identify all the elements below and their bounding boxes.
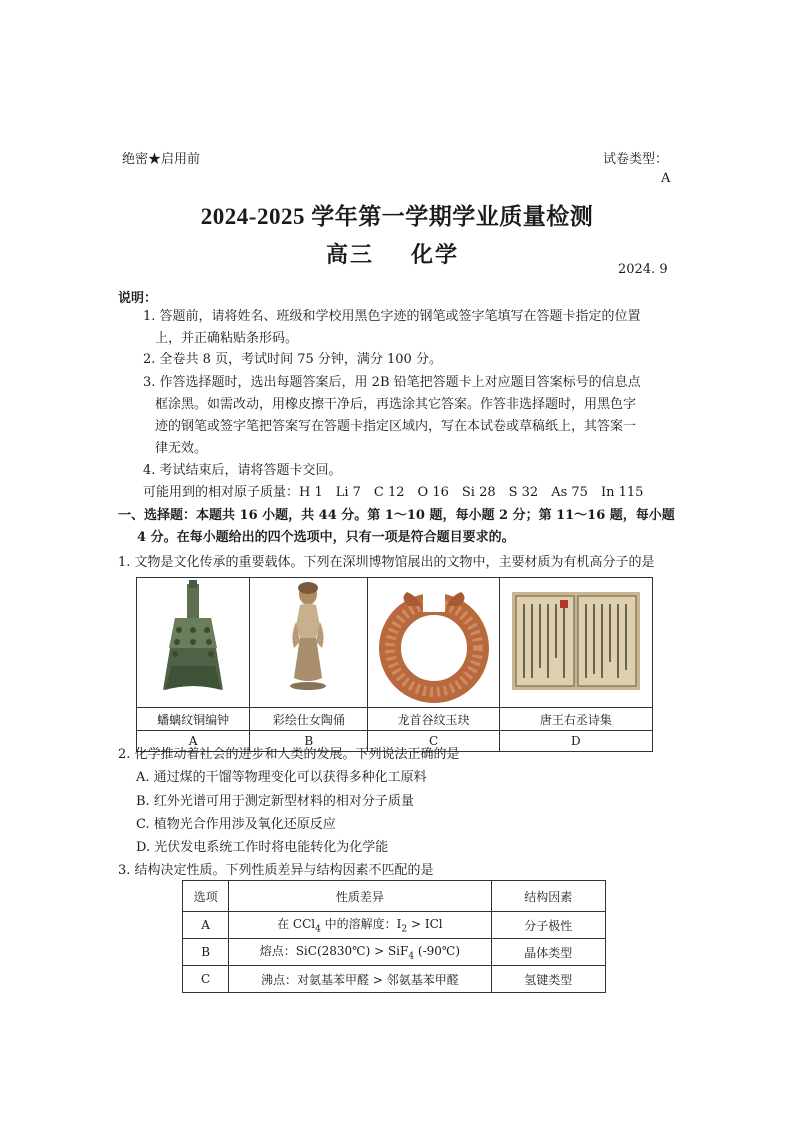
table-row (183, 939, 606, 966)
q2-option-a: A. 通过煤的干馏等物理变化可以获得多种化工原料 (136, 770, 427, 785)
exam-title: 2024-2025 学年第一学期学业质量检测 (200, 204, 594, 229)
grade-label: 高三 (326, 242, 375, 268)
q1-relic-table (136, 577, 653, 752)
bronze-bell-icon (137, 578, 249, 704)
table-cell: C (183, 966, 229, 993)
instruction-3: 3. 作答选择题时，选出每题答案后，用 2B 铅笔把答题卡上对应题目答案标号的信息点 框涂黑。如需改动，用橡皮擦干净后，再选涂其它答案。作答非选择题时，用黑色字 迹的钢笔或签字笔把答案写在答题卡指定区域内，写在本试卷或草稿纸上，其答案一 律无效。 (143, 375, 641, 456)
instructions-heading: 说明： (118, 291, 158, 306)
instruction-2: 2. 全卷共 8 页，考试时间 75 分钟，满分 100 分。 (143, 352, 442, 367)
relic-image-cell (499, 578, 652, 708)
section-heading: 一、选择题：本题共 16 小题，共 44 分。第 1～10 题，每小题 2 分；第 11～16 题，每小题 4 分。在每小题给出的四个选项中，只有一项是符合题目要求的。 (118, 508, 675, 545)
table-header: 结构因素 (491, 881, 605, 912)
relic-option-letter: D (499, 731, 652, 752)
q2-option-d: D. 光伏发电系统工作时将电能转化为化学能 (136, 840, 389, 855)
ancient-book-icon (500, 578, 652, 704)
table-cell: 晶体类型 (491, 939, 605, 966)
confidential-label: 绝密★启用前 (122, 152, 201, 167)
relic-caption: 唐王右丞诗集 (499, 708, 652, 731)
table-cell: 在 CCl$_4$ 中的溶解度：$I_2$ > ICl (229, 912, 491, 939)
table-cell: 熔点：SiC(2830℃) > SiF$_4$ (-90℃) (229, 939, 491, 966)
relic-image-cell (137, 578, 250, 708)
table-row (183, 966, 606, 993)
q2-stem: 2. 化学推动着社会的进步和人类的发展。下列说法正确的是 (118, 747, 460, 762)
jade-ring-icon (369, 578, 499, 704)
atomic-masses: 可能用到的相对原子质量：H 1 Li 7 C 12 O 16 Si 28 S 32 As 75 In 115 (143, 485, 644, 500)
table-header: 选项 (183, 881, 229, 912)
pottery-figurine-icon (250, 578, 367, 704)
relic-caption: 蟠螭纹铜编钟 (137, 708, 250, 731)
relic-image-cell (368, 578, 499, 708)
relic-caption: 龙首谷纹玉玦 (368, 708, 499, 731)
subject-label: 化学 (411, 242, 460, 268)
relic-option-letter: B (250, 731, 368, 752)
q3-property-table (182, 880, 606, 993)
relic-option-letter: C (368, 731, 499, 752)
table-cell: B (183, 939, 229, 966)
paper-type-label: 试卷类型： (603, 152, 669, 167)
relic-image-cell (250, 578, 368, 708)
instruction-4: 4. 考试结束后，请将答题卡交回。 (143, 463, 342, 478)
exam-date: 2024. 9 (618, 262, 668, 277)
table-cell: 氢键类型 (491, 966, 605, 993)
q2-option-b: B. 红外光谱可用于测定新型材料的相对分子质量 (136, 794, 414, 809)
table-row (183, 912, 606, 939)
table-cell: 沸点：对氨基苯甲醛 > 邻氨基苯甲醛 (229, 966, 491, 993)
q1-stem: 1. 文物是文化传承的重要载体。下列在深圳博物馆展出的文物中，主要材质为有机高分子的是 (118, 555, 655, 570)
paper-type-value: A (661, 171, 671, 186)
instruction-1: 1. 答题前，请将姓名、班级和学校用黑色字迹的钢笔或签字笔填写在答题卡指定的位置 上，并正确粘贴条形码。 (143, 309, 641, 346)
table-cell: 分子极性 (491, 912, 605, 939)
relic-option-letter: A (137, 731, 250, 752)
table-header: 性质差异 (229, 881, 491, 912)
q3-stem: 3. 结构决定性质。下列性质差异与结构因素不匹配的是 (118, 863, 434, 878)
q2-option-c: C. 植物光合作用涉及氧化还原反应 (136, 817, 336, 832)
relic-caption: 彩绘仕女陶俑 (250, 708, 368, 731)
table-cell: A (183, 912, 229, 939)
